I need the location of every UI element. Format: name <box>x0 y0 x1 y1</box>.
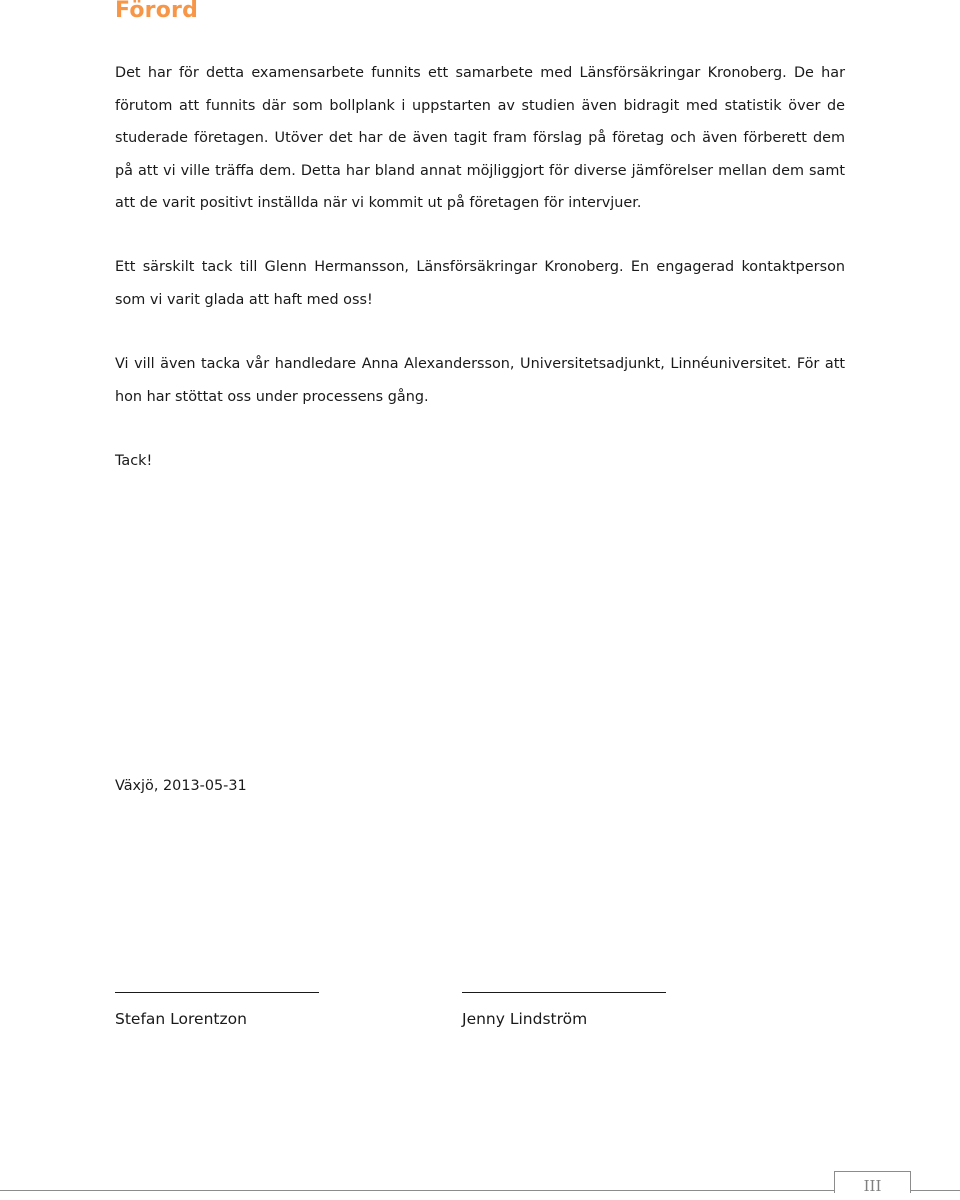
signature-name-left: Stefan Lorentzon <box>115 1010 247 1028</box>
paragraph-collaboration: Det har för detta examensarbete funnits ett samarbete med Länsförsäkringar Kronoberg. De har förutom att funnits där som bollplank i uppstarten av studien även bidragit med statistik över de studerade företagen. Utöver det har de även tagit fram förslag på företag och även förberett dem på att vi ville träffa dem. Detta har bland annat möjliggjort för diverse jämförelser mellan dem samt att de varit positivt inställda när vi kommit ut på företagen för intervjuer. <box>115 65 845 211</box>
signature-line-right <box>462 992 666 993</box>
place-date: Växjö, 2013-05-31 <box>115 778 247 794</box>
page-number: III <box>834 1171 911 1193</box>
paragraph-thanks-contact: Ett särskilt tack till Glenn Hermansson, Länsförsäkringar Kronoberg. En engagerad kontaktperson som vi varit glada att haft med oss! <box>115 259 845 308</box>
signature-name-right: Jenny Lindström <box>462 1010 588 1028</box>
paragraph-closing: Tack! <box>115 453 153 469</box>
paragraph-thanks-supervisor: Vi vill även tacka vår handledare Anna Alexandersson, Universitetsadjunkt, Linnéuniversitet. För att hon har stöttat oss under processens gång. <box>115 356 845 405</box>
page-title: Förord <box>115 0 199 23</box>
signature-line-left <box>115 992 319 993</box>
footer-rule <box>0 1190 960 1191</box>
